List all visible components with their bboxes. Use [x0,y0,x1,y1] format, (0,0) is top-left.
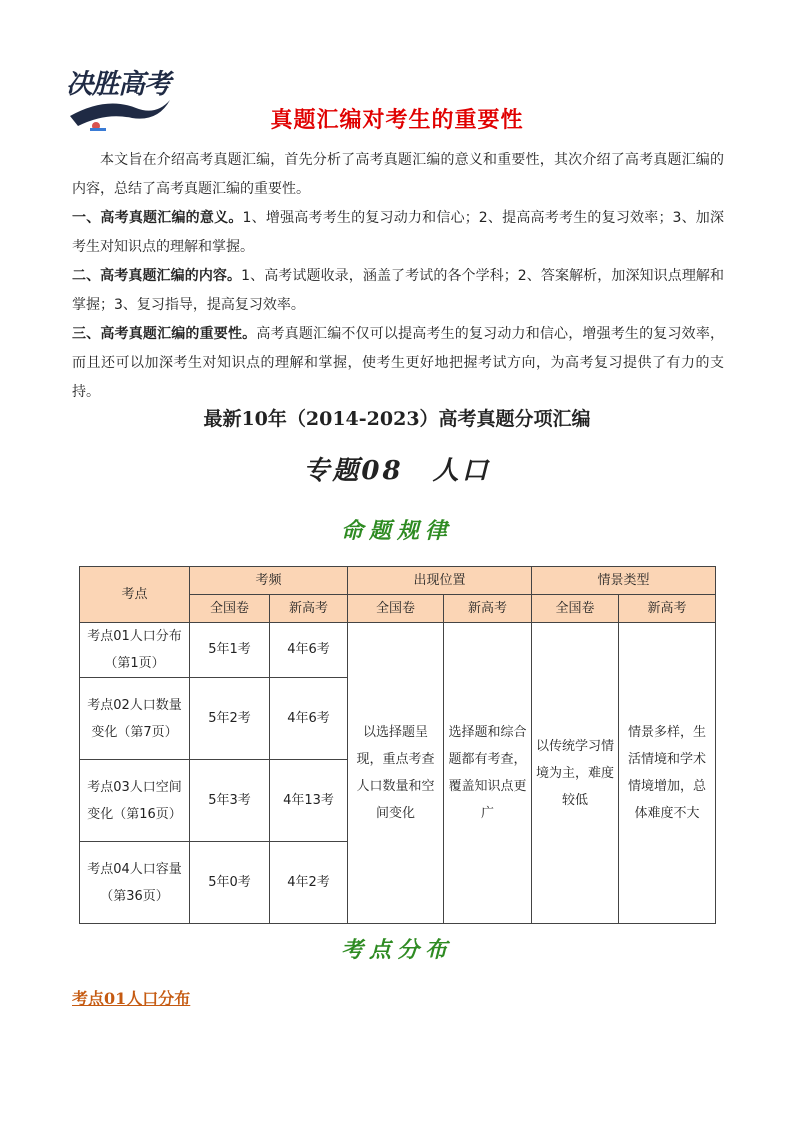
kaodian-cell: 考点04人口容量（第36页） [80,842,190,924]
xin-freq-cell: 4年6考 [270,623,348,678]
exam-analysis-table [79,566,716,924]
xin-freq-cell: 4年2考 [270,842,348,924]
header-quanguo-3: 全国卷 [532,595,619,623]
header-xin-2: 新高考 [444,595,532,623]
section-2-text: 1、高考试题收录，涵盖了考试的各个学科；2、答案解析，加深知识点理解和掌握；3、复习指导，提高复习效率。 [72,268,725,313]
quanguo-freq-cell: 5年3考 [190,760,270,842]
topic-title: 专题08 人口 [303,456,491,486]
intro-paragraph: 本文旨在介绍高考真题汇编，首先分析了高考真题汇编的意义和重要性，其次介绍了高考真题汇编的内容，总结了高考真题汇编的重要性。 [72,152,724,197]
scene-quanguo-cell: 以传统学习情境为主，难度较低 [532,623,619,924]
section-3-text: 高考真题汇编不仅可以提高考生的复习动力和信心，增强考生的复习效率，而且还可以加深考生对知识点的理解和掌握，使考生更好地把握考试方向，为高考复习提供了有力的支持。 [72,326,724,400]
kaodian-cell: 考点01人口分布（第1页） [80,623,190,678]
header-xin-1: 新高考 [270,595,348,623]
point-01-link[interactable]: 考点01人口分布 [72,989,191,1008]
collection-subtitle: 最新10年（2014-2023）高考真题分项汇编 [203,408,591,430]
header-frequency: 考频 [190,567,348,595]
section-heading-distribution: 考点分布 [340,937,453,963]
section-3-heading: 三、高考真题汇编的重要性。 [72,326,257,342]
header-position: 出现位置 [348,567,532,595]
scene-xin-cell: 情景多样，生活情境和学术情境增加，总体难度不大 [619,623,716,924]
section-2 [72,262,724,320]
kaodian-cell: 考点02人口数量变化（第7页） [80,678,190,760]
xin-freq-cell: 4年6考 [270,678,348,760]
header-xin-3: 新高考 [619,595,716,623]
page-title: 真题汇编对考生的重要性 [270,108,524,133]
header-scene: 情景类型 [532,567,716,595]
section-2-heading: 二、高考真题汇编的内容。 [72,268,242,284]
quanguo-freq-cell: 5年0考 [190,842,270,924]
xin-freq-cell: 4年13考 [270,760,348,842]
section-1-heading: 一、高考真题汇编的意义。 [72,210,243,226]
section-1-text: 1、增强高考考生的复习动力和信心；2、提高高考考生的复习效率；3、加深考生对知识点的理解和掌握。 [72,210,724,255]
kaodian-cell: 考点03人口空间变化（第16页） [80,760,190,842]
position-quanguo-cell: 以选择题呈现，重点考查人口数量和空间变化 [348,623,444,924]
table-row [80,623,716,678]
header-quanguo-1: 全国卷 [190,595,270,623]
quanguo-freq-cell: 5年2考 [190,678,270,760]
logo-text: 决胜高考 [66,69,170,100]
section-heading-rules: 命题规律 [340,518,453,544]
section-1 [72,204,724,262]
quanguo-freq-cell: 5年1考 [190,623,270,678]
header-kaodian: 考点 [80,567,190,623]
header-quanguo-2: 全国卷 [348,595,444,623]
position-xin-cell: 选择题和综合题都有考查，覆盖知识点更广 [444,623,532,924]
section-3 [72,320,724,407]
